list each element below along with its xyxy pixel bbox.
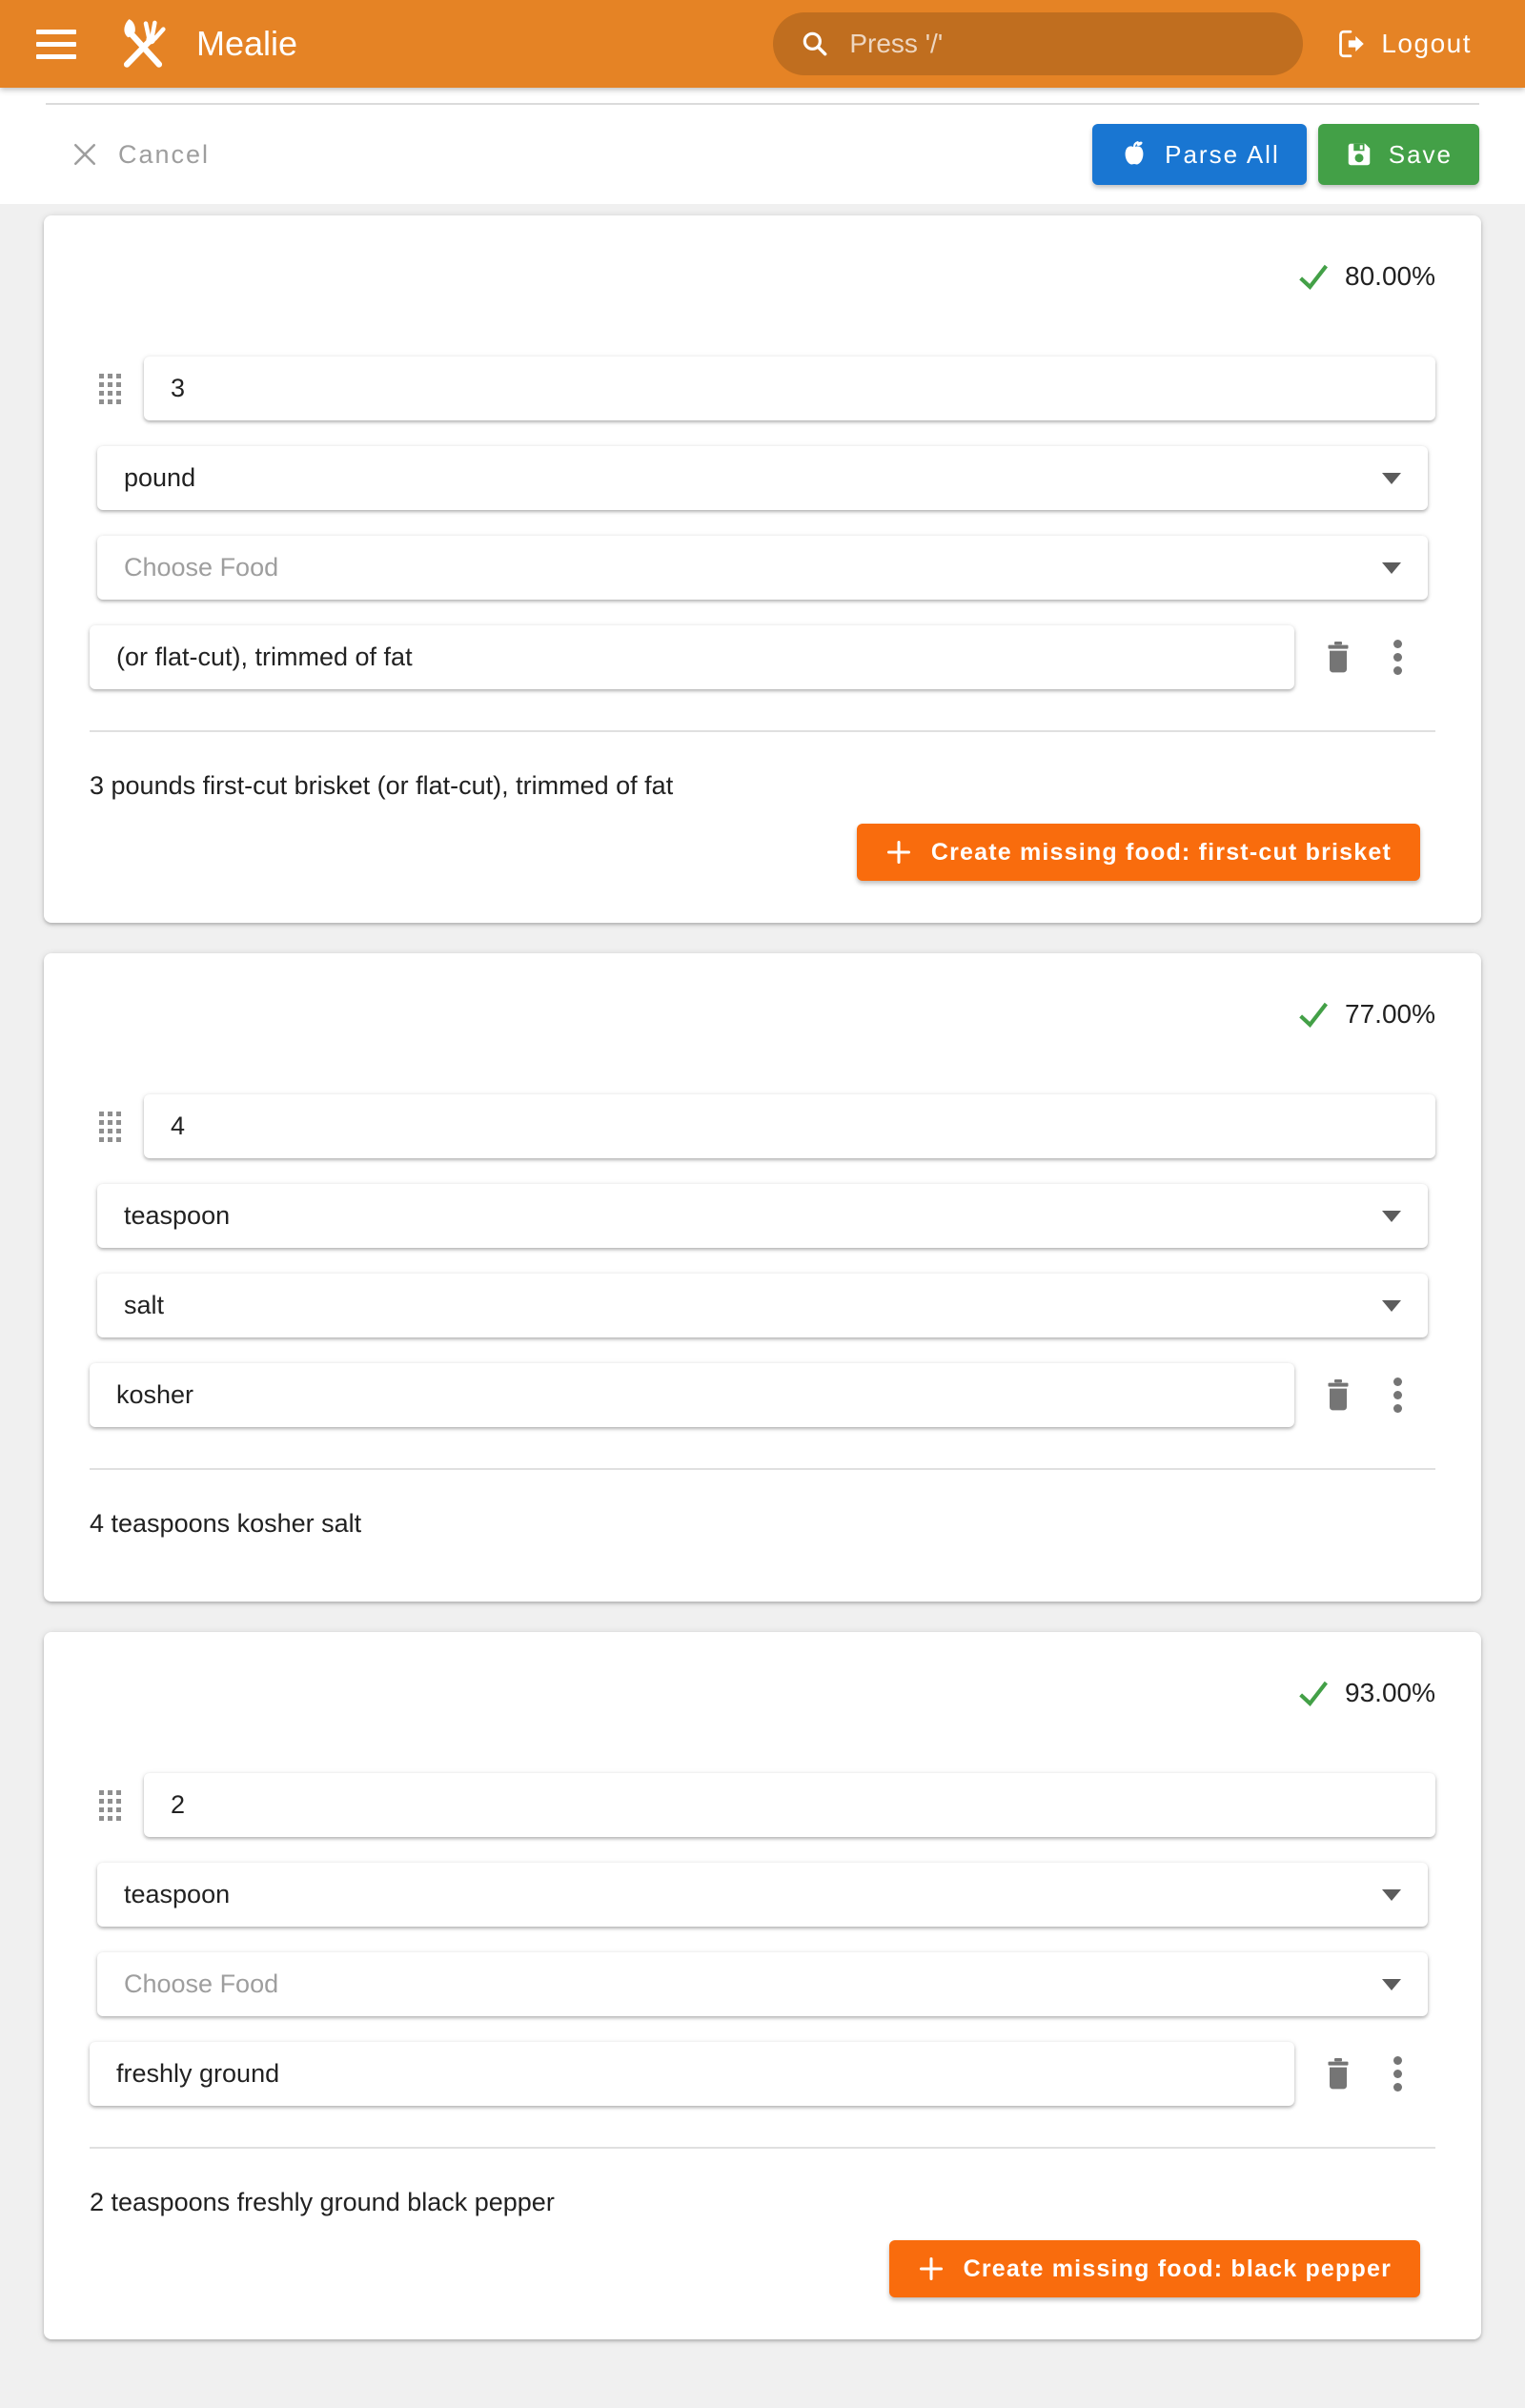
create-missing-food-label: Create missing food: first-cut brisket bbox=[930, 838, 1392, 866]
confidence-row bbox=[90, 250, 1435, 303]
check-icon bbox=[1297, 260, 1330, 293]
check-icon bbox=[1297, 998, 1330, 1031]
confidence-value: 77.00% bbox=[1345, 999, 1435, 1029]
unit-select[interactable] bbox=[97, 1184, 1428, 1248]
drag-handle[interactable] bbox=[99, 374, 121, 404]
more-options-button[interactable] bbox=[1376, 637, 1418, 679]
food-select-placeholder: Choose Food bbox=[124, 553, 279, 582]
quantity-field bbox=[144, 1773, 1435, 1837]
parse-all-label: Parse All bbox=[1165, 139, 1280, 169]
chevron-down-icon bbox=[1382, 473, 1401, 484]
parse-all-button[interactable] bbox=[1092, 124, 1307, 185]
check-icon bbox=[1297, 1677, 1330, 1709]
apple-icon bbox=[1119, 139, 1149, 170]
original-ingredient-text: 2 teaspoons freshly ground black pepper bbox=[90, 2187, 555, 2216]
close-icon bbox=[72, 142, 97, 167]
unit-select-value: teaspoon bbox=[124, 1201, 231, 1230]
create-missing-food-button[interactable] bbox=[857, 824, 1420, 881]
quantity-field bbox=[144, 357, 1435, 420]
comment-field bbox=[90, 1363, 1294, 1427]
divider bbox=[90, 730, 1435, 732]
quantity-field bbox=[144, 1094, 1435, 1158]
ingredient-card bbox=[44, 215, 1481, 923]
drag-handle[interactable] bbox=[99, 1112, 121, 1142]
comment-field bbox=[90, 2042, 1294, 2106]
trash-icon bbox=[1323, 2057, 1353, 2092]
chevron-down-icon bbox=[1382, 562, 1401, 574]
food-select[interactable] bbox=[97, 1952, 1428, 2016]
chevron-down-icon bbox=[1382, 1889, 1401, 1901]
delete-button[interactable] bbox=[1317, 1375, 1359, 1417]
app-title: Mealie bbox=[196, 24, 298, 63]
plus-icon bbox=[918, 2255, 945, 2282]
unit-select-value: pound bbox=[124, 463, 196, 492]
create-missing-food-label: Create missing food: black pepper bbox=[963, 2255, 1392, 2282]
comment-field bbox=[90, 625, 1294, 689]
cancel-label: Cancel bbox=[118, 139, 211, 169]
chevron-down-icon bbox=[1382, 1300, 1401, 1312]
chevron-down-icon bbox=[1382, 1211, 1401, 1222]
confidence-row bbox=[90, 988, 1435, 1041]
confidence-value: 80.00% bbox=[1345, 261, 1435, 291]
original-ingredient-text: 3 pounds first-cut brisket (or flat-cut), trimmed of fat bbox=[90, 770, 674, 800]
quantity-input[interactable] bbox=[171, 374, 1409, 403]
comment-input[interactable] bbox=[116, 1380, 1268, 1410]
quantity-input[interactable] bbox=[171, 1790, 1409, 1820]
divider bbox=[90, 2147, 1435, 2149]
comment-input[interactable] bbox=[116, 643, 1268, 672]
ingredient-card bbox=[44, 1632, 1481, 2339]
confidence-row bbox=[90, 1666, 1435, 1720]
logout-button[interactable] bbox=[1335, 28, 1472, 60]
chevron-down-icon bbox=[1382, 1979, 1401, 1990]
save-button[interactable] bbox=[1318, 124, 1479, 185]
food-select-value: salt bbox=[124, 1291, 165, 1319]
cancel-button[interactable] bbox=[72, 140, 210, 170]
delete-button[interactable] bbox=[1317, 637, 1359, 679]
confidence-value: 93.00% bbox=[1345, 1678, 1435, 1707]
more-options-button[interactable] bbox=[1376, 2053, 1418, 2095]
drag-handle[interactable] bbox=[99, 1790, 121, 1821]
comment-input[interactable] bbox=[116, 2059, 1268, 2089]
app-header bbox=[0, 0, 1525, 88]
kebab-icon bbox=[1393, 2056, 1402, 2092]
divider bbox=[90, 1468, 1435, 1470]
unit-select[interactable] bbox=[97, 1863, 1428, 1927]
fork-knife-logo-icon bbox=[114, 15, 172, 72]
toolbar-section bbox=[0, 88, 1525, 204]
unit-select-value: teaspoon bbox=[124, 1880, 231, 1908]
hamburger-menu-icon[interactable] bbox=[36, 22, 76, 67]
trash-icon bbox=[1323, 641, 1353, 675]
create-missing-food-button[interactable] bbox=[889, 2240, 1420, 2297]
toolbar-row bbox=[46, 105, 1479, 204]
ingredient-card bbox=[44, 953, 1481, 1602]
logout-label: Logout bbox=[1381, 29, 1472, 58]
unit-select[interactable] bbox=[97, 446, 1428, 510]
more-options-button[interactable] bbox=[1376, 1375, 1418, 1417]
logout-icon bbox=[1335, 28, 1368, 60]
search-icon bbox=[800, 29, 830, 59]
save-label: Save bbox=[1388, 139, 1453, 169]
food-select[interactable] bbox=[97, 536, 1428, 600]
kebab-icon bbox=[1393, 1377, 1402, 1413]
kebab-icon bbox=[1393, 640, 1402, 675]
original-ingredient-text: 4 teaspoons kosher salt bbox=[90, 1508, 362, 1538]
search-input[interactable] bbox=[773, 12, 1303, 75]
food-select-placeholder: Choose Food bbox=[124, 1969, 279, 1998]
save-icon bbox=[1345, 140, 1373, 169]
trash-icon bbox=[1323, 1378, 1353, 1413]
food-select[interactable] bbox=[97, 1274, 1428, 1337]
delete-button[interactable] bbox=[1317, 2053, 1359, 2095]
ingredient-parser-list bbox=[0, 204, 1525, 2408]
search-placeholder: Press '/' bbox=[849, 29, 944, 58]
quantity-input[interactable] bbox=[171, 1112, 1409, 1141]
plus-icon bbox=[885, 839, 912, 866]
